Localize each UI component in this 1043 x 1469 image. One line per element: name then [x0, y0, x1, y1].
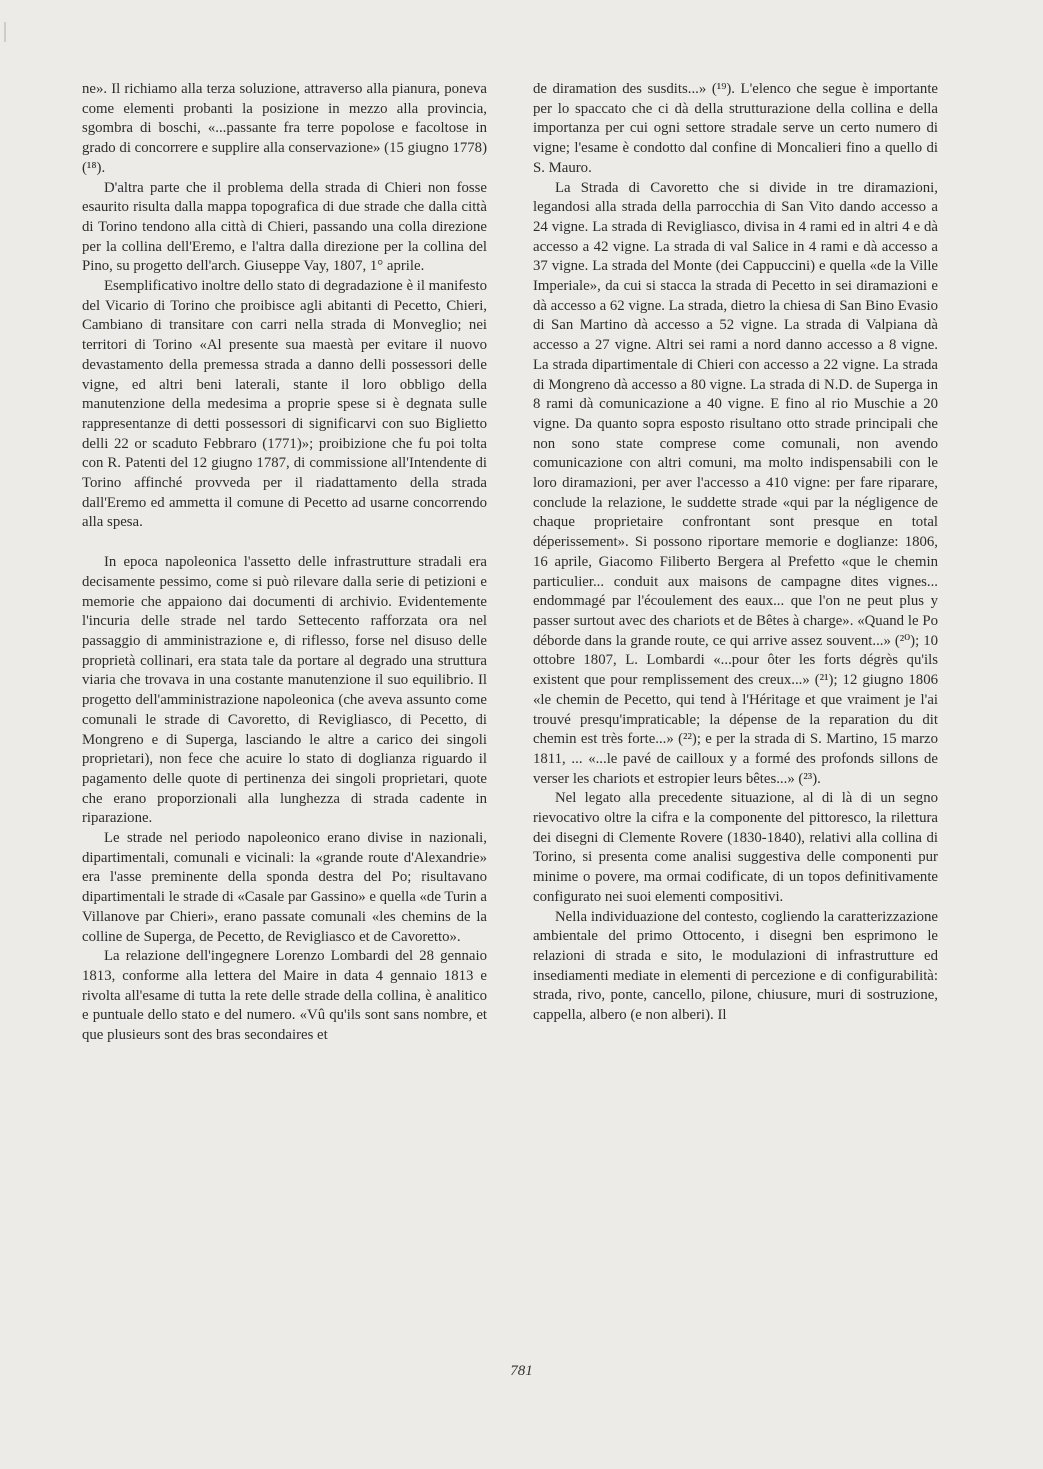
page-number: 781 [510, 1363, 533, 1379]
paragraph: ne». Il richiamo alla terza soluzione, attraverso alla pianura, poneva come elementi probanti la posizione in mezzo alla provincia, sgombra di boschi, «...passante fra terre popolose e facoltose in grado di concorrere e supplire alla conservazione» (15 giugno 1778) (¹⁸). [82, 81, 487, 176]
paragraph: La Strada di Cavoretto che si divide in tre diramazioni, legandosi alla strada della parrocchia di San Vito dando accesso a 24 vigne. La strada di Revigliasco, divisa in 4 rami ed in altri 4 e dà accesso a 42 vigne. La strada di val Salice in 4 rami e dà accesso a 37 vigne. La strada del Monte (dei Cappuccini) e quella «de la Ville Imperiale», da cui si stacca la strada di Pecetto in sei diramazioni e dà accesso a 62 vigne. La strada, dietro la chiesa di San Bino Evasio di San Martino dà accesso a 52 vigne. La strada di Valpiana dà accesso a 27 vigne. Altri sei rami a nord danno accesso a 8 vigne. La strada dipartimentale di Chieri con accesso a 22 vigne. La strada di Mongreno dà accesso a 80 vigne. La strada di N.D. de Superga in 8 rami dà comunicazione a 40 vigne. E fino al rio Muschie a 20 vigne. Da quanto sopra esposto risultano otto strade principali che non sono state comprese come comunali, non avendo comunicazione con altri comuni, ma molto indispensabili con le loro diramazioni, per aver l'accesso a 410 vigne: per fare riparare, conclude la relazione, le suddette strade «qui par la négligence de chaque proprietaire confrontant sont presque en total déperissement». Si possono riportare memorie e doglianze: 1806, 16 aprile, Giacomo Filiberto Bergera al Prefetto «que le chemin particulier... conduit aux maisons de campagne dites vignes... endommagé par l'écoulement des eaux... que l'on ne peut plus y passer surtout avec des chariots et de Bêtes à charge». «Quand le Po déborde dans la grande route, ce qui arrive assez souvent...» (²⁰); 10 ottobre 1807, L. Lombardi «...pour ôter les forts dégrès qu'ils existent que pour remplissement des creux...» (²¹); 12 giugno 1806 «le chemin de Pecetto, qui tend à l'Héritage et que vraiment je l'ai trouvé presqu'impraticable; la dépense de la reparation du dit chemin est très forte...» (²²); e per la strada di S. Martino, 15 marzo 1811, ... «...le pavé de cailloux y a formé des profonds sillons de verser les chariots et estropier leurs bêtes...» (²³). [533, 179, 938, 787]
paragraph: D'altra parte che il problema della strada di Chieri non fosse esaurito risulta dalla mappa topografica di due strade che dalla città di Torino tendono alla città di Chieri, passando una colla direzione per la collina dell'Eremo, e l'altra dalla direzione per la collina del Pino, su progetto dell'arch. Giuseppe Vay, 1807, 1° aprile. [82, 179, 487, 275]
left-text-column [82, 80, 487, 1046]
paragraph: Le strade nel periodo napoleonico erano divise in nazionali, dipartimentali, comunali e vicinali: la «grande route d'Alexandrie» era l'asse preminente della sponda destra del Po; risultavano dipartimentali le strade di «Casale par Gassino» e quella «de Turin a Villanove par Chieri», erano passate comunali «les chemins de la colline de Superga, de Pecetto, de Revigliasco et de Cavoretto». [82, 830, 487, 945]
paragraph: Esemplificativo inoltre dello stato di degradazione è il manifesto del Vicario di Torino che proibisce agli abitanti di Pecetto, Chieri, Cambiano di transitare con carri nella strada di Monveglio; nei territori di Torino «Al presente sua maestà per evitare il nuovo devastamento della premessa strada a danno delli possessori delle vigne, ed altri beni laterali, stante il loro obbligo della manutenzione della medesima a proprie spese si è degnata sulle rappresentanze di detti possessori di significarvi con suo Biglietto delli 22 or scaduto Febbraro (1771)»; proibizione che fu poi tolta con R. Patenti del 12 giugno 1787, di commissione all'Intendente di Torino affinché provveda per il riadattamento della strada dall'Eremo ed ammetta il comune di Pecetto ad usarne concorrendo alla spesa. [82, 278, 487, 531]
paragraph: Nel legato alla precedente situazione, al di là di un segno rievocativo oltre la cifra e la componente del pittoresco, la rilettura dei disegni di Clemente Rovere (1830-1840), relativi alla collina di Torino, si presenta come analisi suggestiva delle componenti pur minime o povere, ma ormai codificate, di un topos definitivamente configurato nei suoi elementi compositivi. [533, 790, 938, 905]
paragraph: Nella individuazione del contesto, cogliendo la caratterizzazione ambientale del primo Ottocento, i disegni ben esprimono le relazioni di strada e sito, le modulazioni di infrastrutture ed insediamenti mediate in elementi di percezione e di configurabilità: strada, rivo, ponte, cancello, pilone, chiusure, muri di sostruzione, cappella, albero (e non alberi). Il [533, 908, 938, 1024]
scan-edge-mark [4, 22, 6, 42]
right-text-column [533, 80, 938, 1026]
paragraph: In epoca napoleonica l'assetto delle infrastrutture stradali era decisamente pessimo, come si può rilevare dalla serie di petizioni e memorie che appaiono dai documenti di archivio. Evidentemente l'incuria delle strade nel tardo Settecento rafforzata ora nel passaggio di amministrazione e, di riflesso, forse nel disuso delle proprietà collinari, era stata tale da portare al degrado una struttura viaria che trovava in una costante manutenzione il suo equilibrio. Il progetto dell'amministrazione napoleonica (che aveva assunto come comunali le strade di Cavoretto, di Revigliasco, di Pecetto, di Mongreno e di Superga, lasciando le altre a carico dei singoli proprietari), non fece che acuire lo stato di doglianza riguardo il pagamento delle quote di pertinenza dei singoli proprietari, quote che erano proporzionali alla lunghezza di strada cadente in riparazione. [82, 554, 487, 827]
paragraph: La relazione dell'ingegnere Lorenzo Lombardi del 28 gennaio 1813, conforme alla lettera del Maire in data 4 gennaio 1813 e rivolta all'esame di tutta la rete delle strade della collina, è analitico e puntuale dello stato e del numero. «Vû qu'ils sont sans nombre, et que plusieurs sont des bras secondaires et [82, 948, 487, 1044]
paragraph: de diramation des susdits...» (¹⁹). L'elenco che segue è importante per lo spaccato che ci dà della strutturazione della collina e della importanza per cui ogni settore stradale serve un certo numero di vigne; l'esame è condotto dal confine di Moncalieri fino a quello di S. Mauro. [533, 81, 938, 176]
